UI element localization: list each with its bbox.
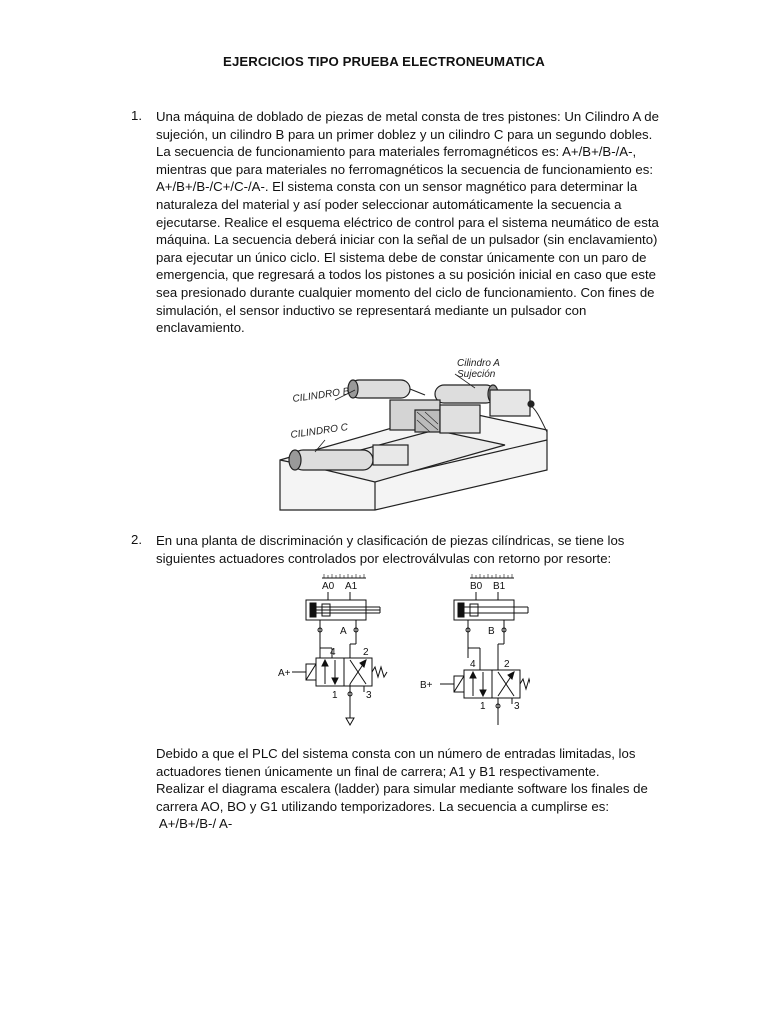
exercise-1-line: naturaleza del material y así poder seleccionar automáticamente la secuencia a <box>156 196 622 212</box>
exercise-1-line: máquina. La secuencia deberá iniciar con la señal de un pulsador (sin enclavamiento) <box>156 232 658 248</box>
solenoid-a-label: A+ <box>278 668 291 679</box>
port-2-label: 2 <box>363 647 369 658</box>
sensor-b0-label: B0 <box>470 581 483 592</box>
port-3-label: 3 <box>366 690 372 701</box>
cylinder-a-name: A <box>340 626 347 637</box>
cylinder-b-label: CILINDRO B <box>291 386 351 405</box>
sensor-b1-label: B1 <box>493 581 506 592</box>
document-title: EJERCICIOS TIPO PRUEBA ELECTRONEUMATICA <box>223 54 545 69</box>
port-4-label: 4 <box>470 659 476 670</box>
followup-line: carrera AO, BO y G1 utilizando temporizadores. La secuencia a cumplirse es: <box>156 798 609 814</box>
exercise-1-line: para ejecutar un único ciclo. El sistema debe de constar únicamente con un paro de <box>156 249 647 265</box>
exercise-1-line: A+/B+/B-/C+/C-/A-. El sistema consta con un sensor magnético para determinar la <box>156 179 638 195</box>
exercise-1-line: emergencia, que regresará a todos los pistones a su posición inicial en caso que este <box>156 267 656 283</box>
solenoid-b-label: B+ <box>420 680 433 691</box>
circuit-a <box>292 574 387 725</box>
exercise-1-line: Una máquina de doblado de piezas de metal consta de tres pistones: Un Cilindro A de <box>156 109 659 124</box>
exercise-1-line: sea presionado durante cualquier momento del ciclo de funcionamiento. Con fines de <box>156 284 655 300</box>
followup-line: actuadores tienen únicamente un final de carrera; A1 y B1 respectivamente. <box>156 763 600 779</box>
cylinder-a-label: Cilindro A <box>457 358 500 369</box>
exercise-1-line: enclavamiento. <box>156 320 245 336</box>
exercise-1-line: simulación, el sensor inductivo se representará mediante un pulsador con <box>156 302 587 318</box>
pneumatic-circuits <box>270 570 530 730</box>
exercise-1-line: mientras que para materiales no ferromagnéticos la secuencia de funcionamiento es: <box>156 161 654 177</box>
followup-line: Debido a que el PLC del sistema consta con un número de entradas limitadas, los <box>156 746 636 761</box>
sequence-line: A+/B+/B-/ A- <box>156 816 233 832</box>
port-4-label: 4 <box>330 647 336 658</box>
cylinder-c-label: CILINDRO C <box>289 422 349 441</box>
exercise-2-number: 2. <box>131 532 142 547</box>
exercise-1-line: sujeción, un cilindro B para un primer doblez y un cilindro C para un segundo dobles. <box>156 126 653 142</box>
sensor-a1-label: A1 <box>345 581 358 592</box>
port-2-label: 2 <box>504 659 510 670</box>
exercise-1-line: ejecutarse. Realice el esquema eléctrico de control para el sistema neumático de esta <box>156 214 659 230</box>
cylinder-b-name: B <box>488 626 495 637</box>
followup-line: Realizar el diagrama escalera (ladder) para simular mediante software los finales de <box>156 781 648 797</box>
exercise-2-line: En una planta de discriminación y clasificación de piezas cilíndricas, se tiene los <box>156 533 625 548</box>
port-1-label: 1 <box>332 690 338 701</box>
bending-machine-sketch <box>275 350 550 515</box>
exercise-1-line: La secuencia de funcionamiento para materiales ferromagnéticos es: A+/B+/B-/A-, <box>156 144 637 160</box>
cylinder-a-sublabel: Sujeción <box>457 369 496 380</box>
exercise-2-text <box>156 532 661 567</box>
exercise-1-number: 1. <box>131 108 142 123</box>
sensor-a0-label: A0 <box>322 581 335 592</box>
exercise-2-followup <box>156 745 661 833</box>
port-3-label: 3 <box>514 701 520 712</box>
exercise-2-line: siguientes actuadores controlados por electroválvulas con retorno por resorte: <box>156 550 612 566</box>
exercise-1-text <box>156 108 661 337</box>
port-1-label: 1 <box>480 701 486 712</box>
